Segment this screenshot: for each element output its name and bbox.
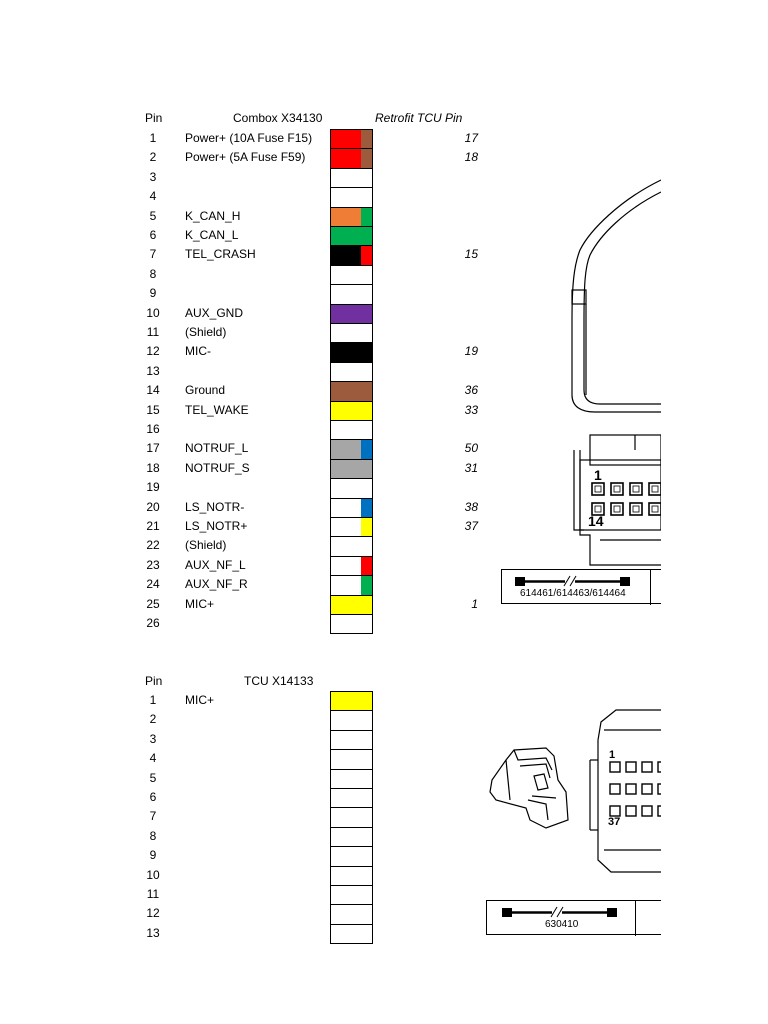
pin-number: 3	[149, 731, 157, 746]
wire-color-swatch	[330, 381, 373, 401]
pin-number: 9	[149, 286, 157, 301]
connector-drawing-2	[486, 700, 661, 880]
tcu-connector-header: TCU X14133	[244, 674, 314, 688]
signal-label: MIC-	[185, 344, 211, 359]
pin-number-first: 1	[594, 467, 602, 483]
wire-color-swatch	[330, 827, 373, 847]
wire-color-swatch	[330, 498, 373, 518]
wire-color-swatch	[330, 362, 373, 382]
signal-label: K_CAN_L	[185, 228, 239, 242]
pin-number: 11	[146, 887, 160, 901]
wire-color-swatch	[330, 710, 373, 730]
wire-color-swatch	[330, 401, 373, 421]
signal-label: Power+ (10A Fuse F15)	[185, 131, 313, 145]
signal-label: NOTRUF_S	[185, 460, 250, 475]
signal-label: AUX_NF_L	[185, 557, 246, 572]
wire-color-swatch	[330, 187, 373, 207]
signal-label: MIC+	[185, 596, 215, 611]
pin-number: 10	[146, 305, 160, 320]
pin-number: 22	[146, 538, 160, 553]
wire-color-swatch	[330, 846, 373, 866]
wire-color-swatch	[330, 614, 373, 634]
pin-number: 19	[146, 480, 160, 495]
signal-label: TEL_WAKE	[185, 402, 249, 417]
connector-diagram-combox	[500, 170, 661, 610]
pin-number: 4	[149, 189, 157, 204]
wire-color-swatch	[330, 420, 373, 440]
wire-color-swatch	[330, 769, 373, 789]
signal-label: Power+ (5A Fuse F59)	[185, 150, 306, 165]
signal-label: TEL_CRASH	[185, 247, 256, 262]
pin-number: 7	[149, 247, 157, 262]
wire-color-swatch	[330, 478, 373, 498]
part-number-box-1	[501, 569, 661, 604]
wire-color-swatch	[330, 517, 373, 537]
signal-label: MIC+	[185, 693, 215, 707]
connector-diagram-tcu	[486, 700, 661, 880]
wire-color-swatch	[330, 807, 373, 827]
pin-number: 24	[146, 577, 160, 592]
pin-number: 13	[146, 925, 160, 940]
retrofit-tcu-pin: 31	[464, 460, 478, 475]
signal-label: LS_NOTR+	[185, 519, 248, 533]
wire-color-swatch	[330, 730, 373, 750]
wire-color-swatch	[330, 575, 373, 595]
connector-header: Combox X34130	[233, 111, 323, 125]
wire-color-swatch	[330, 749, 373, 769]
retrofit-tcu-pin: 36	[464, 383, 478, 398]
wire-color-swatch	[330, 556, 373, 576]
pin-number: 10	[146, 867, 160, 882]
tcu-pin-header: Retrofit TCU Pin	[375, 111, 463, 125]
pin-number: 8	[149, 828, 157, 843]
pin-number: 5	[149, 208, 157, 223]
part-number-box-2	[486, 900, 661, 935]
pin-number: 6	[149, 228, 157, 242]
pin-number-first-2: 1	[609, 749, 616, 761]
retrofit-tcu-pin: 18	[464, 150, 478, 165]
wire-color-swatch	[330, 245, 373, 265]
pin-number: 3	[149, 169, 157, 184]
retrofit-tcu-pin: 15	[464, 247, 478, 262]
pin-number: 2	[149, 150, 157, 165]
pin-number: 16	[146, 422, 160, 436]
wire-color-swatch	[330, 866, 373, 886]
wire-color-swatch	[330, 924, 373, 944]
wire-color-swatch	[330, 148, 373, 168]
pin-header: Pin	[145, 111, 163, 125]
pin-header-2: Pin	[145, 674, 163, 688]
wire-color-swatch	[330, 904, 373, 924]
pin-number: 23	[146, 557, 160, 572]
wire-color-swatch	[330, 342, 373, 362]
pin-number: 15	[146, 402, 160, 417]
retrofit-tcu-pin: 38	[464, 499, 478, 514]
pin-number: 1	[149, 131, 157, 145]
pin-number: 17	[146, 441, 160, 456]
signal-label: NOTRUF_L	[185, 441, 249, 456]
pin-number: 5	[149, 770, 157, 785]
wire-color-swatch	[330, 788, 373, 808]
connector-drawing-1	[500, 170, 661, 610]
wire-color-swatch	[330, 595, 373, 615]
wire-color-swatch	[330, 885, 373, 905]
wire-color-swatch	[330, 323, 373, 343]
wire-color-swatch	[330, 207, 373, 227]
retrofit-tcu-pin: 50	[464, 441, 478, 456]
wire-color-swatch	[330, 536, 373, 556]
pin-number: 9	[149, 848, 157, 863]
retrofit-tcu-pin: 19	[464, 344, 478, 359]
pin-number-second-2: 37	[608, 816, 621, 828]
part-number-label-2: 630410	[545, 919, 579, 930]
signal-label: Ground	[185, 383, 226, 398]
retrofit-tcu-pin: 37	[464, 519, 478, 533]
signal-label: K_CAN_H	[185, 208, 241, 223]
wire-color-swatch	[330, 226, 373, 246]
wire-color-swatch	[330, 304, 373, 324]
signal-label: AUX_GND	[185, 305, 244, 320]
part-number-label-1: 614461/614463/614464	[520, 588, 626, 599]
pin-number: 4	[149, 751, 157, 766]
pin-number: 20	[146, 499, 160, 514]
wire-color-swatch	[330, 439, 373, 459]
signal-label: (Shield)	[185, 538, 227, 553]
retrofit-tcu-pin: 33	[464, 402, 478, 417]
pin-number: 12	[146, 906, 160, 921]
pin-number: 8	[149, 266, 157, 281]
pin-number: 7	[149, 809, 157, 824]
pin-number: 12	[146, 344, 160, 359]
wire-color-swatch	[330, 459, 373, 479]
pin-number: 25	[146, 596, 160, 611]
pin-number: 26	[146, 616, 160, 630]
pin-number-second: 14	[588, 513, 604, 529]
pin-number: 14	[146, 383, 160, 398]
signal-label: AUX_NF_R	[185, 577, 248, 592]
pin-number: 11	[146, 325, 160, 339]
pin-number: 2	[149, 712, 157, 727]
pin-number: 6	[149, 790, 157, 804]
retrofit-tcu-pin: 17	[464, 131, 478, 145]
wire-color-swatch	[330, 168, 373, 188]
wire-color-swatch	[330, 129, 373, 149]
wire-color-swatch	[330, 284, 373, 304]
pin-number: 18	[146, 460, 160, 475]
wire-color-swatch	[330, 691, 373, 711]
retrofit-tcu-pin: 1	[471, 596, 478, 611]
pin-number: 21	[146, 519, 160, 533]
pin-number: 1	[149, 693, 157, 707]
signal-label: (Shield)	[185, 325, 227, 339]
pin-number: 13	[146, 363, 160, 378]
signal-label: LS_NOTR-	[185, 499, 245, 514]
wire-color-swatch	[330, 265, 373, 285]
